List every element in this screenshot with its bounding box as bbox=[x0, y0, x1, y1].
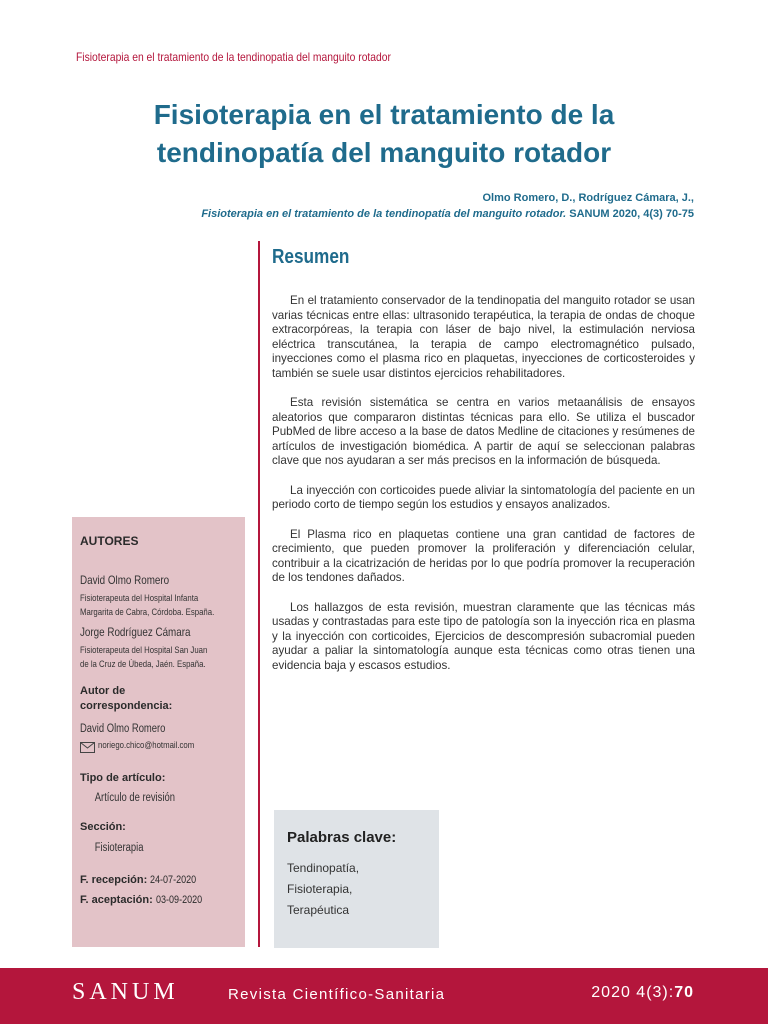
journal-name: Revista Científico-Sanitaria bbox=[228, 986, 446, 1003]
title-line-2: tendinopatía del manguito rotador bbox=[156, 137, 612, 168]
title-line-1: Fisioterapia en el tratamiento de la bbox=[153, 99, 615, 130]
author-affiliation: Margarita de Cabra, Córdoba. España. bbox=[80, 607, 215, 618]
section-label: Sección: bbox=[80, 821, 126, 833]
section-value: Fisioterapia bbox=[94, 842, 144, 854]
issue-number: 2020 4(3): bbox=[591, 984, 675, 1001]
correspondence-name: David Olmo Romero bbox=[80, 723, 166, 735]
running-head: Fisioterapia en el tratamiento de la tendinopatia del manguito rotador bbox=[76, 50, 391, 64]
citation-article-title: Fisioterapia en el tratamiento de la tendinopatía del manguito rotador. bbox=[201, 208, 567, 220]
citation-reference bbox=[201, 208, 694, 220]
abstract-paragraph: En el tratamiento conservador de la tendinopatia del manguito rotador se usan varias técnicas entre ellas: ultrasonido terapéutica, la terapia de ondas de choque extracorpóreas, la terapia con láser de bajo nivel, la estimulación nerviosa eléctrica transcutánea, la terapia de campo electromagnético pulsado, inyecciones como el plasma rico en plaquetas, inyecciones de corticosteroides y también se suele usar distintos ejercicios rehabilitadores. bbox=[272, 294, 695, 380]
citation-authors: Olmo Romero, D., Rodríguez Cámara, J., bbox=[482, 192, 694, 204]
authors-sidebar bbox=[72, 517, 245, 947]
keyword-item: Fisioterapia, bbox=[287, 882, 353, 896]
author-affiliation: Fisioterapeuta del Hospital Infanta bbox=[80, 593, 199, 604]
author-name: Jorge Rodríguez Cámara bbox=[80, 625, 191, 639]
authors-heading: AUTORES bbox=[80, 534, 139, 548]
abstract-paragraph: La inyección con corticoides puede aliviar la sintomatología del paciente en un periodo corto de tiempo según los estudios y ensayos analizados. bbox=[272, 483, 695, 511]
footer-bar bbox=[0, 968, 768, 1024]
keywords-box bbox=[274, 810, 439, 948]
correspondence-label-line: Autor de bbox=[80, 685, 126, 697]
correspondence-label bbox=[80, 684, 237, 714]
abstract-heading: Resumen bbox=[272, 246, 350, 268]
citation-journal-ref: SANUM 2020, 4(3) 70-75 bbox=[569, 208, 694, 220]
journal-logo: SANUM bbox=[72, 979, 179, 1005]
issue-info bbox=[591, 984, 694, 1002]
correspondence-email: noriego.chico@hotmail.com bbox=[98, 740, 195, 751]
article-type-label: Tipo de artículo: bbox=[80, 772, 166, 784]
correspondence-label-line: correspondencia: bbox=[80, 700, 173, 712]
author-name: David Olmo Romero bbox=[80, 573, 170, 587]
page-number: 70 bbox=[674, 984, 694, 1001]
abstract-paragraph: Los hallazgos de esta revisión, muestran claramente que las técnicas más usadas y contrastadas para este tipo de patología son la inyección rica en plasma y la inyección con corticoides, Ejercicios de descompresión subacromial pueden ayudar a paliar la sintomatología aunque esta técnicas como otras tienen una evidencia baja y escasos estudios. bbox=[272, 600, 695, 672]
received-label: F. recepción: bbox=[80, 874, 148, 886]
article-title bbox=[0, 96, 768, 172]
abstract-body bbox=[272, 294, 695, 688]
accepted-label: F. aceptación: bbox=[80, 894, 153, 906]
author-affiliation: Fisioterapeuta del Hospital San Juan bbox=[80, 645, 208, 656]
keywords-heading: Palabras clave: bbox=[287, 829, 397, 846]
correspondence-email-row bbox=[80, 740, 237, 751]
keyword-item: Tendinopatía, bbox=[287, 861, 360, 875]
mail-icon bbox=[80, 740, 95, 751]
accepted-date bbox=[80, 890, 237, 910]
received-value: 24-07-2020 bbox=[150, 874, 197, 886]
author-affiliation: de la Cruz de Úbeda, Jaén. España. bbox=[80, 659, 206, 670]
article-type-value: Artículo de revisión bbox=[94, 792, 175, 804]
abstract-paragraph: Esta revisión sistemática se centra en varios metaanálisis de ensayos aleatorios que compararon distintas técnicas para ello. Se utiliza el buscador PubMed de libre acceso a la base de datos Medline de citaciones y resúmenes de artículos de investigación biomédica. A partir de aquí se seleccionan palabras clave que nos ayudaran a ser más precisos en la información de búsqueda. bbox=[272, 396, 695, 467]
accepted-value: 03-09-2020 bbox=[155, 894, 202, 906]
keyword-item: Terapéutica bbox=[287, 903, 350, 917]
column-divider bbox=[258, 241, 260, 947]
received-date bbox=[80, 870, 237, 890]
abstract-paragraph: El Plasma rico en plaquetas contiene una gran cantidad de factores de crecimiento, que pueden promover la proliferación y diferenciación celular, contribuir a la cicatrización de heridas por lo que podría promover la recuperación de los tendones dañados. bbox=[272, 527, 695, 584]
